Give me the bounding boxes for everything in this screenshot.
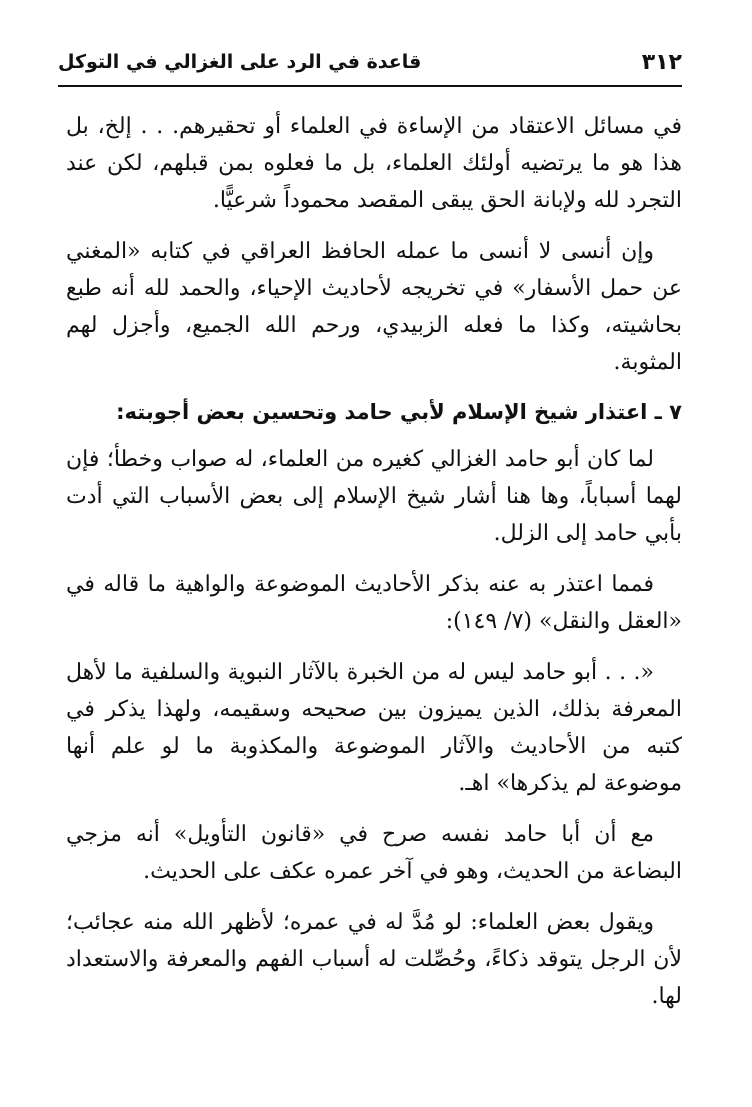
paragraph-qanun: مع أن أبا حامد نفسه صرح في «قانون التأويل» أنه مزجي البضاعة من الحديث، وهو في آخر عمره عكف على الحديث. [66,822,682,884]
paragraph-scholars: ويقول بعض العلماء: لو مُدَّ له في عمره؛ لأظهر الله منه عجائب؛ لأن الرجل يتوقد ذكاءً، وحُصِّلت له أسباب الفهم والمعرفة والاستعداد لها. [66,910,682,1009]
header-divider [58,85,682,87]
page-header [58,44,682,80]
paragraph-continuation: في مسائل الاعتقاد من الإساءة في العلماء أو تحقيرهم. . . إلخ، بل هذا هو ما يرتضيه أولئك العلماء، بل ما فعلوه بمن قبلهم، لكن عند التجرد لله ولإبانة الحق يبقى المقصد محموداً شرعيًّا. [66,114,682,213]
paragraph-iraqi: وإن أنسى لا أنسى ما عمله الحافظ العراقي في كتابه «المغني عن حمل الأسفار» في تخريجه لأحاديث الإحياء، والحمد لله أنه طبع بحاشيته، وكذا ما فعله الزبيدي، ورحم الله الجميع، وأجزل لهم المثوبة. [66,239,682,375]
paragraph-excuse: فمما اعتذر به عنه بذكر الأحاديث الموضوعة والواهية ما قاله في «العقل والنقل» (٧/ ١٤٩): [66,572,682,634]
running-title: قاعدة في الرد على الغزالي في التوكل [58,51,422,73]
section-heading: ٧ ـ اعتذار شيخ الإسلام لأبي حامد وتحسين بعض أجوبته: [116,400,682,424]
page-body [66,108,682,1029]
paragraph-causes: لما كان أبو حامد الغزالي كغيره من العلماء، له صواب وخطأ؛ فإن لهما أسباباً، وها هنا أشار شيخ الإسلام إلى بعض الأسباب التي أدت بأبي حامد إلى الزلل. [66,447,682,546]
paragraph-quote: «. . . أبو حامد ليس له من الخبرة بالآثار النبوية والسلفية ما لأهل المعرفة بذلك، الذين يميزون بين صحيحه وسقيمه، ولهذا يذكر في كتبه من الأحاديث والآثار الموضوعة والمكذوبة ما لو علم أنها موضوعة لم يذكرها» اهـ. [66,660,682,796]
page-number: ٣١٢ [641,49,682,75]
